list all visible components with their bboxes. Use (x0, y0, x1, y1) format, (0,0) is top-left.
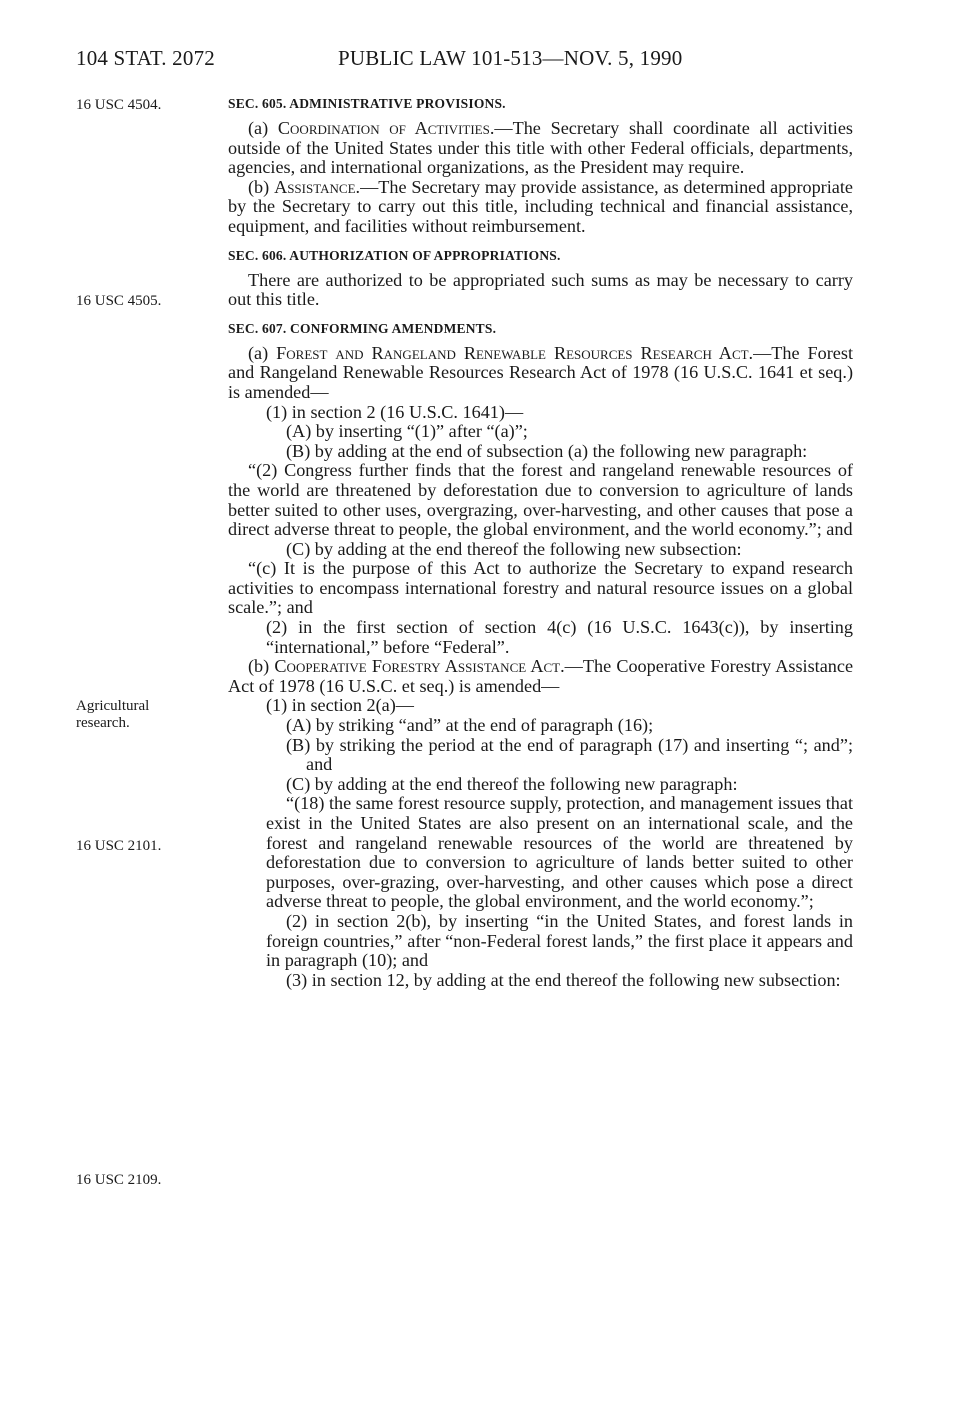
margin-note-usc-4505: 16 USC 4505. (76, 293, 162, 309)
subsection-label: (b) (248, 176, 270, 197)
sec606-text: There are authorized to be appropriated such sums as may be necessary to carry out this title. (228, 269, 853, 310)
quoted-paragraph-18: “(18) the same forest resource supply, protection, and management issues that exist in the United States are also present on an international scale, and the forest and rangeland renewable resources of the world are threatened by deforestation due to conversion to agriculture of lands better suited to other purposes, over-grazing, over-harvesting, and other causes which pose a direct adverse threat to people, the global environment, and the world economy.”; (266, 793, 853, 912)
subsection-caption: Assistance. (274, 176, 361, 197)
document-body (228, 95, 853, 990)
statute-page-number: 104 STAT. 2072 (76, 46, 215, 70)
quoted-subsection-c: “(c) It is the purpose of this Act to authorize the Secretary to expand research activities to encompass international forestry and natural resource issues on a global scale.”; and (228, 558, 853, 618)
section-605-heading: SEC. 605. ADMINISTRATIVE PROVISIONS. (228, 96, 506, 111)
sec607-b-paragraph-3: (3) in section 12, by adding at the end thereof the following new subsection: (286, 969, 841, 990)
margin-note-usc-2109: 16 USC 2109. (76, 1172, 162, 1188)
sec607-subsection-a (228, 344, 853, 403)
subsection-text: —The Secretary shall coordinate all activities outside of the United States under this title with other Federal officials, departments, agencies, and international organizations, as the President may require. (228, 118, 854, 178)
sec607-b1-subparagraph-A: (A) by striking “and” at the end of paragraph (16); (286, 715, 654, 736)
subsection-caption: Cooperative Forestry Assistance Act. (274, 656, 565, 677)
sec607-a-paragraph-2: (2) in the first section of section 4(c) (16 U.S.C. 1643(c)), by inserting “international,” before “Federal”. (266, 617, 853, 657)
sec607-a1-subparagraph-A: (A) by inserting “(1)” after “(a)”; (286, 421, 528, 442)
subsection-caption: Forest and Rangeland Renewable Resources Research Act. (276, 342, 754, 363)
sec607-a1-subparagraph-B: (B) by adding at the end of subsection (a) the following new paragraph: (286, 440, 808, 461)
margin-note-line: Agricultural (76, 698, 150, 714)
subsection-caption: Coordination of Activities. (277, 118, 495, 138)
subsection-text: —The Secretary may provide assistance, as determined appropriate by the Secretary to carry out this title, including technical and financial assistance, equipment, and facilities without reimbursement. (228, 176, 853, 236)
section-607-heading: SEC. 607. CONFORMING AMENDMENTS. (228, 320, 497, 336)
margin-note-line: research. (76, 715, 130, 731)
sec607-b1-subparagraph-B: (B) by striking the period at the end of paragraph (17) and inserting “; and”; and (286, 734, 853, 775)
section-606-heading: SEC. 606. AUTHORIZATION OF APPROPRIATIONS. (228, 247, 561, 263)
subsection-text: —The Forest and Rangeland Renewable Resources Research Act of 1978 (16 U.S.C. 1641 et seq.) is amended— (228, 342, 853, 402)
subsection-label: (a) (248, 342, 269, 363)
sec607-a1-subparagraph-C: (C) by adding at the end thereof the following new subsection: (286, 538, 742, 559)
margin-note-usc-2101: 16 USC 2101. (76, 838, 162, 854)
subsection-text: —The Cooperative Forestry Assistance Act of 1978 (16 U.S.C. et seq.) is amended— (228, 656, 854, 696)
sec607-b1-subparagraph-C: (C) by adding at the end thereof the following new paragraph: (286, 773, 738, 794)
sec607-a-paragraph-1: (1) in section 2 (16 U.S.C. 1641)— (266, 401, 524, 422)
margin-note-usc-4504: 16 USC 4504. (76, 97, 162, 113)
margin-note-agricultural-research (76, 698, 216, 732)
subsection-label: (b) (248, 656, 270, 677)
sec605-subsection-b (228, 178, 853, 237)
subsection-label: (a) (248, 118, 269, 138)
quoted-paragraph-2: “(2) Congress further finds that the forest and rangeland renewable resources of the world are threatened by deforestation due to conversion to agriculture of lands better suited to other uses, overgrazing, over-harvesting, and other causes that pose a direct adverse threat to people, the global environment, and the world economy.”; and (228, 460, 853, 540)
sec605-subsection-a (228, 119, 853, 178)
public-law-citation: PUBLIC LAW 101-513—NOV. 5, 1990 (338, 46, 683, 70)
sec607-subsection-b (228, 657, 853, 696)
sec607-b-paragraph-2: (2) in section 2(b), by inserting “in the United States, and forest lands in foreign countries,” after “non-Federal forest lands,” the first place it appears and in paragraph (10); and (266, 910, 853, 971)
sec607-b-paragraph-1: (1) in section 2(a)— (266, 695, 414, 716)
